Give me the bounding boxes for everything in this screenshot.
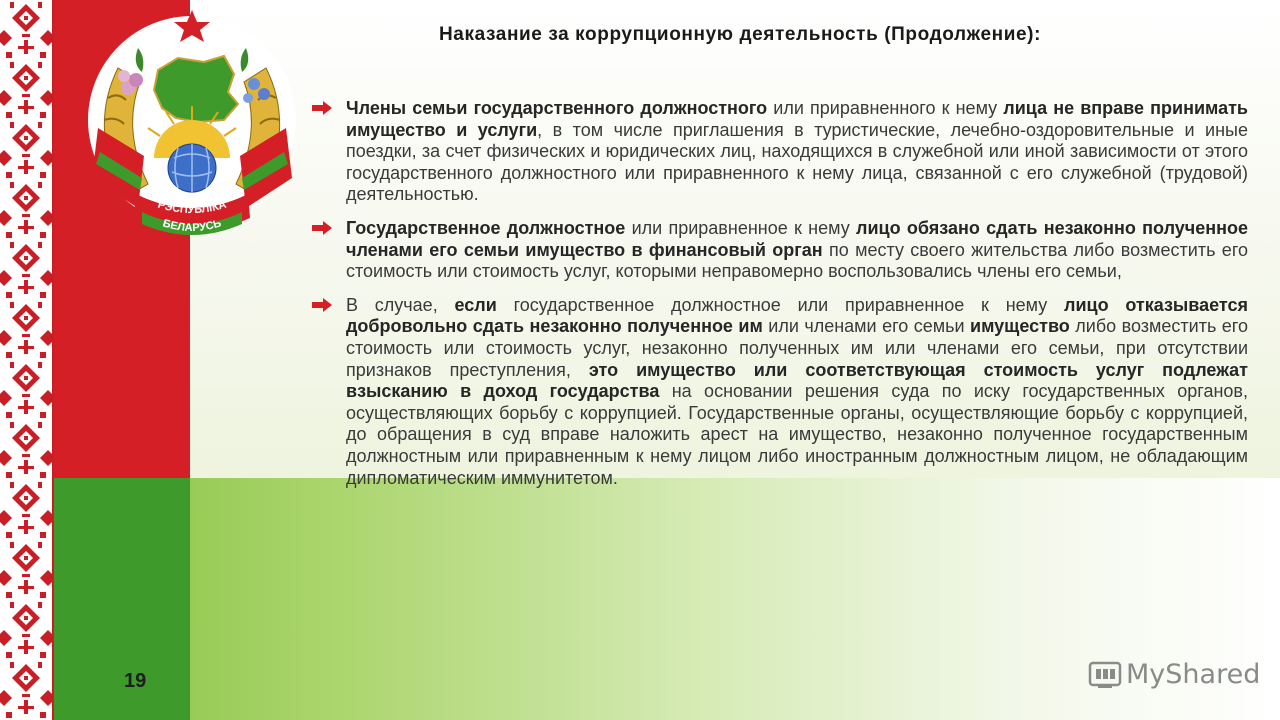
arrow-bullet-icon <box>312 99 334 117</box>
bold-text-run: Государственное должностное <box>346 217 626 238</box>
coat-of-arms-icon <box>78 8 306 240</box>
watermark-my: My <box>1126 658 1166 690</box>
page-number: 19 <box>124 670 147 692</box>
emblem-ribbon-text-1: РЭСПУБЛІКА <box>156 198 228 217</box>
text-run: или приравненное к нему <box>625 217 857 238</box>
text-run: либо возместить его стоимость или стоимость услуг, незаконно полученных им или членами его семьи, при отсутствии признаков преступления, <box>346 316 1248 380</box>
text-run: по месту своего жительства либо возместить его стоимость или стоимость услуг, которыми неправомерно воспользовались члены его семьи, <box>346 239 1248 282</box>
emblem-ribbon-text-2: БЕЛАРУСЬ <box>161 217 223 235</box>
bullet-paragraph <box>312 218 1248 283</box>
bold-text-run: лицо обязано сдать незаконно полученное членами его семьи имущество в финансовый орган <box>346 217 1248 260</box>
text-run: государственное должностное или приравненное к нему <box>496 294 1065 315</box>
bullet-paragraph <box>312 295 1248 489</box>
paragraph-text <box>346 295 1248 488</box>
text-run: , в том числе приглашения в туристические, лечебно-оздоровительные и иные поездки, за счет физических и юридических лиц, находящихся в служебной или иной зависимости от этого государственного должностного или приравненного к нему лица, связанной с его служебной (трудовой) деятельностью. <box>346 119 1248 205</box>
national-ornament-strip <box>0 0 54 720</box>
text-run: В случае, <box>346 294 455 315</box>
watermark-shared: Shared <box>1165 658 1261 690</box>
slide-title: Наказание за коррупционную деятельность (Продолжение): <box>438 24 1042 45</box>
paragraph-text <box>346 218 1248 281</box>
text-run: или приравненного к нему <box>767 98 1004 118</box>
text-run: или членами его семьи <box>762 316 971 337</box>
bullet-paragraph <box>312 98 1248 206</box>
paragraph-text <box>346 98 1248 204</box>
bold-text-run: имущество <box>970 316 1070 337</box>
watermark <box>1088 654 1260 694</box>
flag-green-band <box>54 478 190 720</box>
text-run: на основании решения суда по иску государственных органов, осуществляющих борьбу с коррупцией. Государственные органы, осуществляющие борьбу с коррупцией, до обращения в суд вправе наложить арест на имущество, незаконно полученное государственным должностным или приравненным к нему лицом либо иностранным должностным лицом, не обладающим дипломатическим иммунитетом. <box>346 381 1248 488</box>
bold-text-run: лицо отказывается добровольно сдать незаконно полученное им <box>346 294 1249 337</box>
bold-text-run: если <box>454 294 497 315</box>
bold-text-run: лица не вправе принимать имущество и услуги <box>346 98 1248 140</box>
arrow-bullet-icon <box>312 296 334 314</box>
slide-content <box>312 98 1248 501</box>
bold-text-run: Члены семьи государственного должностного <box>346 98 768 118</box>
bold-text-run: это имущество или соответствующая стоимость услуг подлежат взысканию в доход государства <box>346 359 1249 402</box>
arrow-bullet-icon <box>312 219 334 237</box>
mp-logo-icon <box>1088 657 1122 691</box>
